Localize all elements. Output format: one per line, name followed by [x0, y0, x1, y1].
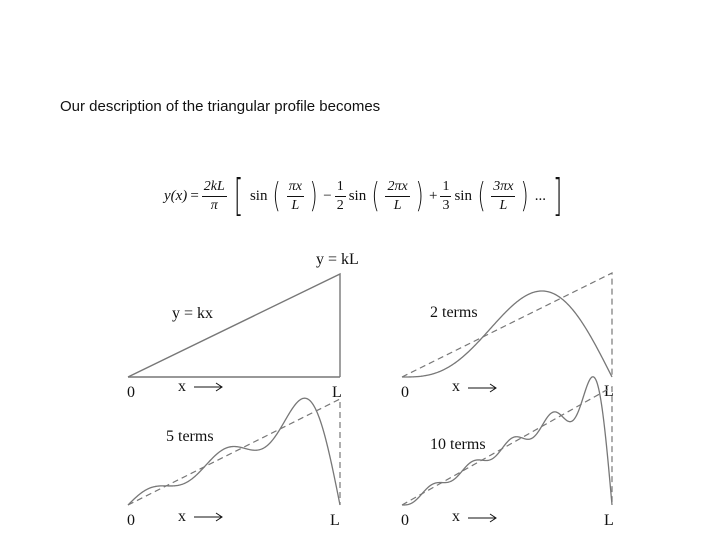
end-label: L [332, 384, 342, 401]
end-label: L [604, 512, 614, 529]
coef-denominator: π [210, 197, 218, 213]
term2-denominator: L [393, 197, 402, 213]
term3-numerator: 3πx [491, 179, 515, 197]
open-paren-1: ( [273, 176, 282, 216]
term3-denominator: L [499, 197, 508, 213]
target-triangle-dashed [402, 273, 612, 377]
plus-sign: + [428, 187, 438, 204]
curve-label: y = kx [172, 305, 214, 322]
term3-coef-den: 3 [442, 197, 450, 213]
terms-label: 10 terms [430, 436, 486, 453]
origin-label: 0 [127, 384, 135, 401]
terms-label: 2 terms [430, 304, 478, 321]
close-paren-3: ) [521, 176, 530, 216]
intro-text: Our description of the triangular profile becomes [60, 98, 381, 115]
triangle-outline [128, 274, 340, 377]
top-label: y = kL [316, 251, 359, 268]
term2-numerator: 2πx [385, 179, 409, 197]
x-label: x [452, 378, 460, 395]
x-label: x [452, 508, 460, 525]
sin-2: sin [348, 187, 367, 204]
panel-triangle [127, 251, 359, 401]
panel-2-terms [401, 273, 614, 401]
sin-1: sin [249, 187, 268, 204]
term1-numerator: πx [287, 179, 304, 197]
close-paren-2: ) [415, 176, 424, 216]
end-label: L [330, 512, 340, 529]
minus-sign: − [323, 187, 332, 204]
ellipsis: ... [534, 187, 546, 204]
terms-label: 5 terms [166, 428, 214, 445]
open-paren-3: ( [477, 176, 486, 216]
x-label: x [178, 508, 186, 525]
formula-equals: = [190, 187, 199, 204]
origin-label: 0 [401, 512, 409, 529]
open-bracket: [ [233, 170, 244, 221]
x-label: x [178, 378, 186, 395]
panel-10-terms [401, 377, 614, 529]
panel-5-terms [127, 398, 340, 529]
close-paren-1: ) [309, 176, 318, 216]
origin-label: 0 [127, 512, 135, 529]
sin-3: sin [454, 187, 472, 204]
origin-label: 0 [401, 384, 409, 401]
coef-numerator: 2kL [202, 179, 227, 197]
open-paren-2: ( [371, 176, 380, 216]
end-label: L [604, 383, 614, 400]
term1-denominator: L [291, 197, 300, 213]
term2-coef-den: 2 [336, 197, 344, 213]
formula-lhs: y(x) [164, 187, 188, 204]
close-bracket: ] [552, 170, 563, 221]
term2-coef-num: 1 [335, 179, 346, 197]
term3-coef-num: 1 [440, 179, 451, 197]
target-triangle-dashed [128, 399, 340, 505]
